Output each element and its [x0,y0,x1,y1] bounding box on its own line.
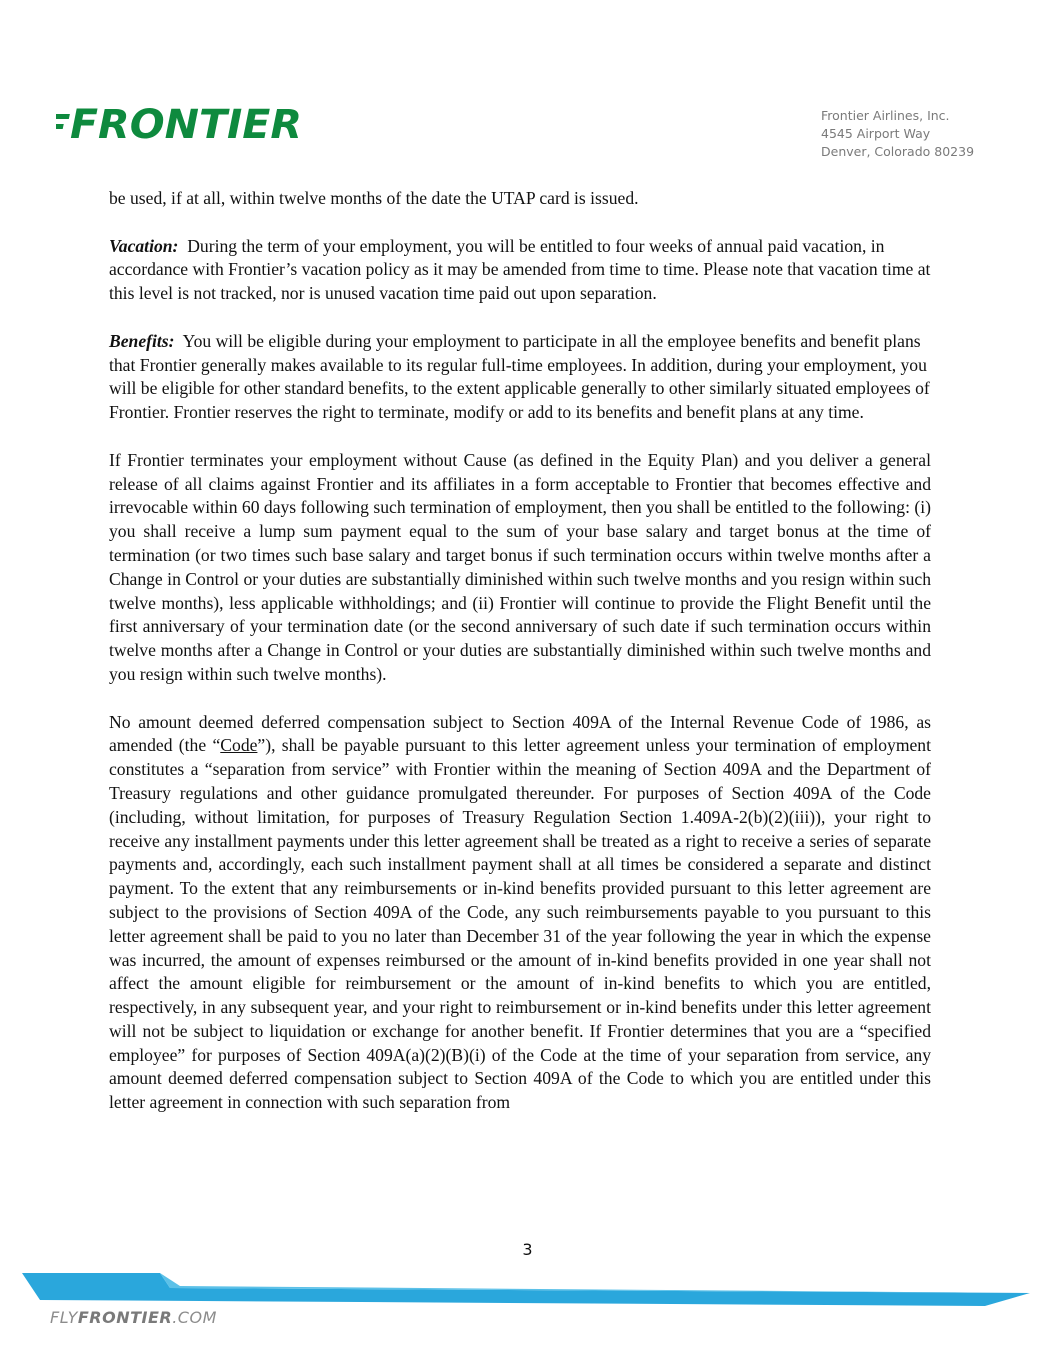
address-line: Denver, Colorado 80239 [821,144,975,159]
footer-brand-frontier: FRONTIER [77,1308,173,1327]
benefits-text: You will be eligible during your employment to participate in all the employee benefits and benefit plans that Frontier generally makes available to its regular full-time employees. In addition, during your employment, you will be eligible for other standard benefits, to the extent applicable generally to other similarly situated employees of Frontier. Frontier reserves the right to terminate, modify or add to its benefits and benefit plans at any time. [109,330,930,423]
vacation-label: Vacation: [109,235,179,256]
vacation-text: During the term of your employment, you will be entitled to four weeks of annual paid vacation, in accordance with Frontier’s vacation policy as it may be amended from time to time. Please note that vacation time at this level is not tracked, nor is unused vacation time paid out upon separation. [109,235,931,304]
page-number: 3 [522,1240,533,1259]
footer-swoosh [0,1268,1055,1308]
paragraph-utap: be used, if at all, within twelve months of the date the UTAP card is issued. [109,188,639,208]
company-address [821,107,974,161]
frontier-logo [56,104,306,146]
letter-body [109,187,931,1139]
address-line: 4545 Airport Way [821,126,931,141]
footer-brand-com: .COM [172,1308,217,1327]
section-409a-text-rest: ”), shall be payable pursuant to this letter agreement unless your termination of employment constitutes a “separation from service” with Frontier within the meaning of Section 409A and the Department of Treasury regulations and other guidance promulgated thereunder. For purposes of Section 409A of the Code (including, without limitation, for purposes of Treasury Regulation Section 1.409A-2(b)(2)(iii)), your right to receive any installment payments under this letter agreement shall be treated as a right to receive a series of separate payments and, accordingly, each such installment payment shall at all times be considered a separate and distinct payment. To the extent that any reimbursements or in-kind benefits provided pursuant to this letter agreement are subject to the provisions of Section 409A of the Code, any such reimbursements payable to you pursuant to this letter agreement shall be paid to you no later than December 31 of the year following the year in which the expense was incurred, the amount of expenses reimbursed or the amount of in-kind benefits provided in one year shall not affect the amount eligible for reimbursement or the amount of in-kind benefits to which you are entitled, respectively, in any subsequent year, and your right to reimbursement or in-kind benefits under this letter agreement will not be subject to liquidation or exchange for another benefit. If Frontier determines that you are a “specified employee” for purposes of Section 409A(a)(2)(B)(i) of the Code at the time of your separation from service, any amount deemed deferred compensation subject to Section 409A of the Code to which you are entitled under this letter agreement in connection with such separation from [109,735,931,1113]
footer-website [50,1308,217,1327]
address-line: Frontier Airlines, Inc. [821,108,950,123]
paragraph-vacation [109,235,931,306]
code-term: Code [220,735,258,756]
benefits-label: Benefits: [109,330,175,351]
paragraph-section-409a [109,711,931,1116]
section-409a-text-start: No amount deemed deferred compensation subject to Section 409A of the Internal Revenue Code of 1986, as amended (the “ [109,711,931,756]
logo-text: FRONTIER [70,104,302,146]
paragraph-benefits [109,330,931,425]
footer-brand-fly: FLY [50,1308,78,1327]
paragraph-termination: If Frontier terminates your employment without Cause (as defined in the Equity Plan) and you deliver a general release of all claims against Frontier and its affiliates in a form acceptable to Frontier that becomes effective and irrevocable within 60 days following such termination of employment, then you shall be entitled to the following: (i) you shall receive a lump sum payment equal to the sum of your base salary and target bonus at the time of termination (or two times such base salary and target bonus if such termination occurs within twelve months after a Change in Control or your duties are substantially diminished within such twelve months and you resign within such twelve months), less applicable withholdings; and (ii) Frontier will continue to provide the Flight Benefit until the first anniversary of your termination date (or the second anniversary of such date if such termination occurs within twelve months after a Change in Control or your duties are substantially diminished within such twelve months and you resign within such twelve months). [109,449,931,684]
